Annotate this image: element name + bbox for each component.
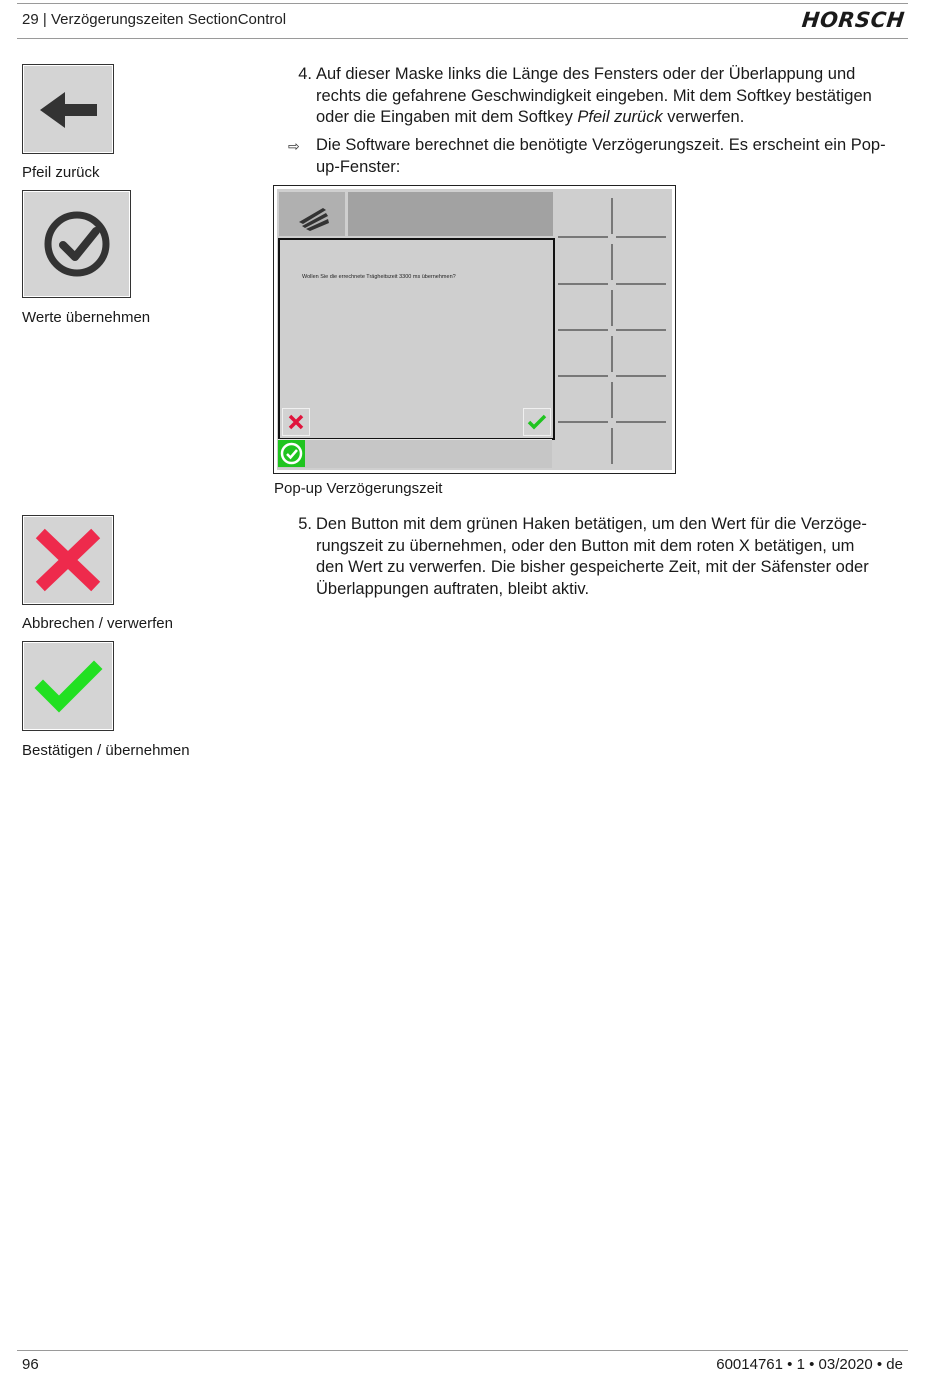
section-title: Verzögerungszeiten SectionControl <box>50 11 287 28</box>
step-5 <box>294 514 894 602</box>
green-check-icon <box>23 642 113 730</box>
red-x-icon <box>23 516 113 604</box>
section-number: 29 <box>22 11 39 28</box>
popup-message: Wollen Sie die errechnete Trägheitszeit 3300 ms übernehmen? <box>302 274 456 280</box>
cancel-caption: Abbrechen / verwerfen <box>22 615 173 632</box>
softkey-name: Pfeil zurück <box>577 108 663 126</box>
screen-area <box>277 189 672 470</box>
step-text <box>316 514 896 600</box>
cancel-softkey <box>22 515 114 605</box>
green-check-icon <box>524 409 550 435</box>
result-text <box>316 135 896 178</box>
step-line: rechts die gefahrene Geschwindigkeit eingeben. Mit dem Softkey bestätigen <box>316 86 872 105</box>
horsch-logo: HORSCH <box>800 8 906 32</box>
confirm-softkey <box>22 641 114 731</box>
step-line: Überlappungen auftraten, bleibt aktiv. <box>316 579 590 598</box>
arrow-left-icon <box>23 65 113 153</box>
figure-caption: Pop-up Verzögerungszeit <box>274 480 443 497</box>
step-text-part: verwerfen. <box>662 108 745 126</box>
screen-tab <box>279 192 345 236</box>
accept-values-caption: Werte übernehmen <box>22 309 151 326</box>
popup-confirm-button <box>523 408 551 436</box>
accept-values-softkey <box>22 190 131 298</box>
result-line-2: up-Fenster: <box>316 157 401 176</box>
step-text-part: oder die Eingaben mit dem Softkey <box>316 108 578 126</box>
step-line: rungszeit zu übernehmen, oder den Button mit dem roten X betätigen, um <box>316 536 855 555</box>
page-header <box>22 11 286 28</box>
screen-status-bar <box>278 439 552 468</box>
red-x-icon <box>283 409 309 435</box>
softkey-grid <box>554 192 672 470</box>
back-caption: Pfeil zurück <box>22 164 100 181</box>
result-arrow-icon: ⇨ <box>288 138 300 154</box>
sowing-rows-icon <box>279 192 345 236</box>
step-line: Auf dieser Maske links die Länge des Fensters oder der Überlappung und <box>316 65 856 83</box>
step-line <box>316 107 896 129</box>
header-rule-top <box>17 3 908 4</box>
screen-accept-button <box>278 440 305 467</box>
step-line: Den Button mit dem grünen Haken betätigen, um den Wert für die Verzöge- <box>316 515 867 533</box>
circle-check-icon <box>278 440 305 467</box>
step-text <box>316 64 896 129</box>
step-4 <box>294 64 894 130</box>
step-number: 4. <box>298 65 312 83</box>
result-line-1: Die Software berechnet die benötigte Verzögerungszeit. Es erscheint ein Pop- <box>316 136 886 154</box>
document-info: 60014761 • 1 • 03/2020 • de <box>716 1356 903 1373</box>
terminal-screenshot <box>273 185 676 474</box>
page-number: 96 <box>22 1356 39 1373</box>
popup-window <box>278 238 555 440</box>
header-separator: | <box>42 11 47 28</box>
footer-rule <box>17 1350 908 1351</box>
result-line <box>288 135 894 179</box>
popup-cancel-button <box>282 408 310 436</box>
confirm-caption: Bestätigen / übernehmen <box>22 742 190 759</box>
circle-check-icon <box>23 191 130 297</box>
header-rule-bottom <box>17 38 908 39</box>
step-number: 5. <box>298 515 312 533</box>
step-line: den Wert zu verwerfen. Die bisher gespeicherte Zeit, mit der Säfenster oder <box>316 558 869 576</box>
screen-title-bar <box>348 192 553 236</box>
back-softkey <box>22 64 114 154</box>
